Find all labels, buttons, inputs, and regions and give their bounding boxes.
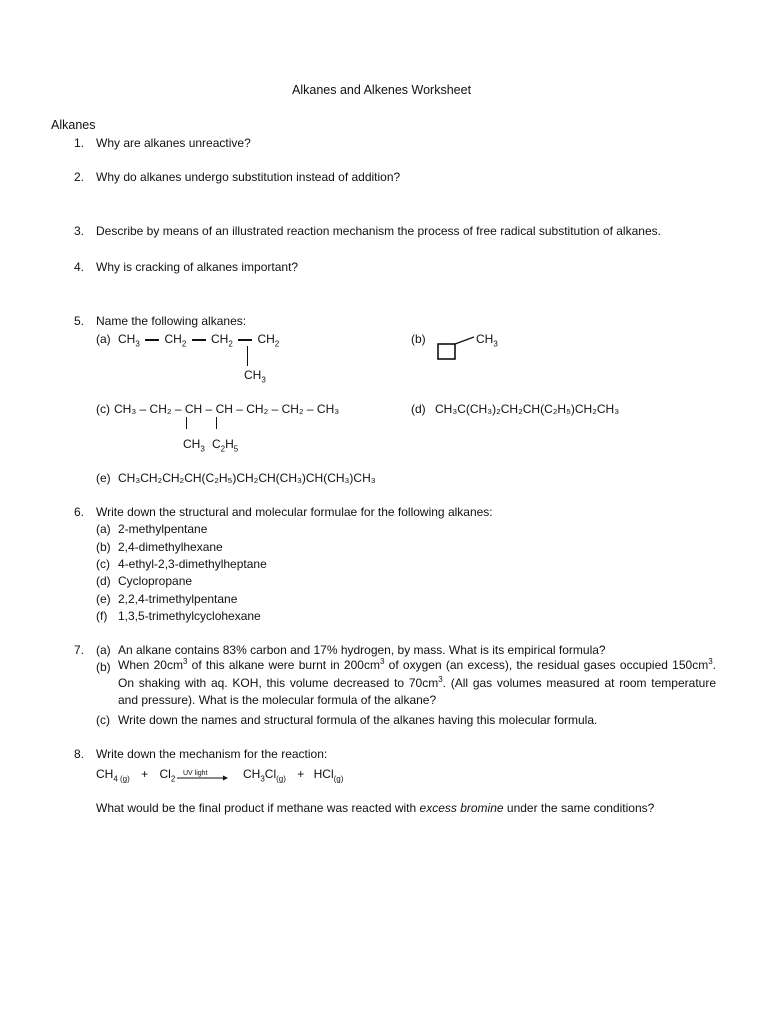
item-label: (a)	[96, 522, 111, 536]
branch-bond	[247, 346, 248, 366]
item-label: (c)	[96, 713, 110, 727]
page-title: Alkanes and Alkenes Worksheet	[292, 83, 472, 97]
question-number: 2.	[73, 170, 84, 184]
formula-5b-methyl: $CH_3$	[476, 332, 498, 349]
formula-5e: CH₃CH₂CH₂CH(C₂H₅)CH₂CH(CH₃)CH(CH₃)CH₃	[118, 471, 376, 485]
bond-line	[238, 339, 252, 341]
question-7b-text: When $20cm^3$ of this alkane were burnt in $200cm^3$ of oxygen (an excess), the residual gases occupied $150cm^3$. On shaking with aq. KOH, this volume decreased to $70cm^3$. (All gas volumes measured at room temperature and pressure). What is the molecular formula of the alkane?	[118, 657, 716, 707]
item-label: (a)	[96, 643, 111, 657]
question-text: Write down the names and structural formula of the alkanes having this molecular formula.	[118, 713, 598, 727]
question-text: Why do alkanes undergo substitution instead of addition?	[96, 170, 401, 184]
item-label: (e)	[96, 471, 111, 485]
formula-5a-branch: $CH_3$	[244, 368, 266, 385]
question-number: 8.	[73, 747, 84, 761]
formula-5c-branch-ethyl: $C_2H_5$	[212, 437, 239, 454]
item-label: (b)	[96, 660, 111, 674]
list-item: 4-ethyl-2,3-dimethylheptane	[118, 557, 267, 571]
question-number: 6.	[73, 505, 84, 519]
item-label: (c)	[96, 557, 110, 571]
formula-5d: CH₃C(CH₃)₂CH₂CH(C₂H₅)CH₂CH₃	[435, 402, 620, 416]
formula-5c: CH₃ – CH₂ – CH – CH – CH₂ – CH₂ – CH₃	[114, 402, 340, 416]
item-label: (b)	[96, 540, 111, 554]
formula-5c-branch-methyl: $CH_3$	[183, 437, 205, 454]
question-text: An alkane contains 83% carbon and 17% hydrogen, by mass. What is its empirical formula?	[118, 643, 606, 657]
question-number: 4.	[73, 260, 84, 274]
question-number: 1.	[73, 136, 84, 150]
item-label: (f)	[96, 609, 108, 623]
question-text: Write down the mechanism for the reaction:	[96, 747, 328, 761]
item-label: (e)	[96, 592, 111, 606]
item-label: (a)	[96, 332, 111, 346]
item-label: (d)	[411, 402, 426, 416]
question-number: 5.	[73, 314, 84, 328]
cyclobutane-structure	[436, 332, 480, 362]
section-heading: Alkanes	[51, 118, 96, 132]
item-label: (d)	[96, 574, 111, 588]
reaction-arrow-icon	[177, 774, 229, 782]
list-item: Cyclopropane	[118, 574, 193, 588]
list-item: 2,4-dimethylhexane	[118, 540, 223, 554]
bond-line	[145, 339, 159, 341]
reaction-equation: $CH_{4 (g)} + Cl_2$	[96, 767, 176, 784]
list-item: 2-methylpentane	[118, 522, 208, 536]
list-item: 2,2,4-trimethylpentane	[118, 592, 238, 606]
branch-bond	[186, 417, 187, 429]
question-text: Name the following alkanes:	[96, 314, 247, 328]
list-item: 1,3,5-trimethylcyclohexane	[118, 609, 261, 623]
question-text: Why are alkanes unreactive?	[96, 136, 251, 150]
item-label: (c)	[96, 402, 110, 416]
question-text: Write down the structural and molecular formulae for the following alkanes:	[96, 505, 493, 519]
question-text: What would be the final product if methane was reacted with excess bromine under the same conditions?	[96, 801, 655, 815]
question-number: 7.	[73, 643, 84, 657]
question-number: 3.	[73, 224, 84, 238]
bond-line	[192, 339, 206, 341]
item-label: (b)	[411, 332, 426, 346]
question-text: Why is cracking of alkanes important?	[96, 260, 299, 274]
reaction-products: $CH_3Cl_{(g)} + HCl_{(g)}$	[243, 767, 344, 784]
reaction-condition: UV light	[183, 770, 208, 777]
formula-5a-chain: $CH_3$ $CH_2$ $CH_2$ $CH_2$	[118, 332, 280, 349]
branch-bond	[216, 417, 217, 429]
question-text: Describe by means of an illustrated reaction mechanism the process of free radical substitution of alkanes.	[96, 224, 661, 238]
